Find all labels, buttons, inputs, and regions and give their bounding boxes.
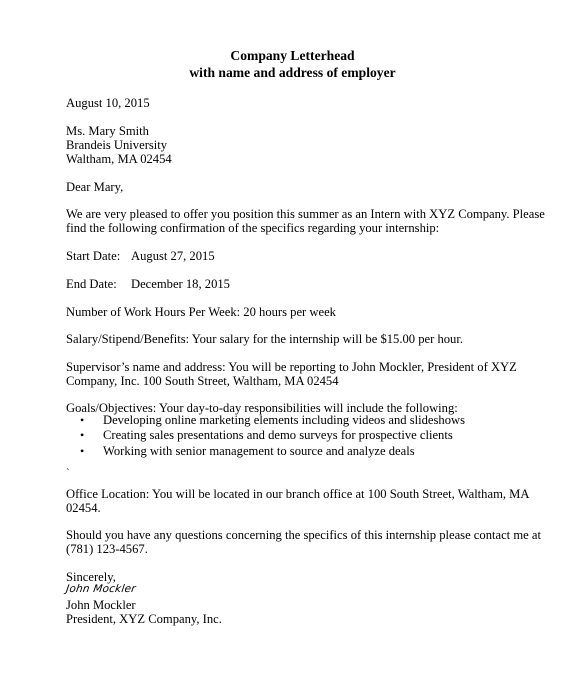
end-date-label: End Date: <box>66 277 117 291</box>
questions-line-1: Should you have any questions concerning the specifics of this internship please contact me at <box>66 528 541 542</box>
salary-line: Salary/Stipend/Benefits: Your salary for the internship will be $15.00 per hour. <box>66 332 463 346</box>
work-hours: Number of Work Hours Per Week: 20 hours per week <box>66 305 336 319</box>
end-date-value: December 18, 2015 <box>131 277 230 291</box>
intro-line-2: find the following confirmation of the specifics regarding your internship: <box>66 221 440 235</box>
bullet-icon: • <box>80 443 85 458</box>
office-line-2: 02454. <box>66 501 101 515</box>
recipient-city: Waltham, MA 02454 <box>66 152 172 166</box>
office-line-1: Office Location: You will be located in our branch office at 100 South Street, Waltham, MA <box>66 487 530 501</box>
goals-intro: Goals/Objectives: Your day-to-day responsibilities will include the following: <box>66 401 458 415</box>
signer-name: John Mockler <box>66 598 136 612</box>
intro-line-1: We are very pleased to offer you position this summer as an Intern with XYZ Company. Please <box>66 207 545 221</box>
goal-text: Working with senior management to source and analyze deals <box>103 443 415 458</box>
letter-date: August 10, 2015 <box>66 96 150 110</box>
start-date-label: Start Date: <box>66 249 121 263</box>
recipient-name: Ms. Mary Smith <box>66 124 149 138</box>
letterhead-title: Company Letterhead <box>230 48 355 63</box>
bullet-icon: • <box>80 413 85 427</box>
stray-mark: ` <box>66 467 70 479</box>
list-item <box>80 413 465 428</box>
goals-list <box>80 413 465 459</box>
goal-text: Creating sales presentations and demo surveys for prospective clients <box>103 428 453 443</box>
bullet-icon: • <box>80 428 85 443</box>
start-date-value: August 27, 2015 <box>131 249 215 263</box>
letterhead-subtitle: with name and address of employer <box>189 65 396 80</box>
valediction: Sincerely, <box>66 570 116 584</box>
supervisor-line-2: Company, Inc. 100 South Street, Waltham, MA 02454 <box>66 374 339 388</box>
questions-line-2: (781) 123-4567. <box>66 542 148 556</box>
list-item <box>80 444 465 459</box>
signer-title: President, XYZ Company, Inc. <box>66 612 222 626</box>
recipient-organization: Brandeis University <box>66 138 168 152</box>
goal-text: Developing online marketing elements including videos and slideshows <box>103 413 466 427</box>
salutation: Dear Mary, <box>66 180 124 194</box>
handwritten-signature: John Mockler <box>65 583 137 595</box>
list-item <box>80 428 465 443</box>
supervisor-line-1: Supervisor’s name and address: You will be reporting to John Mockler, President of XYZ <box>66 360 517 374</box>
